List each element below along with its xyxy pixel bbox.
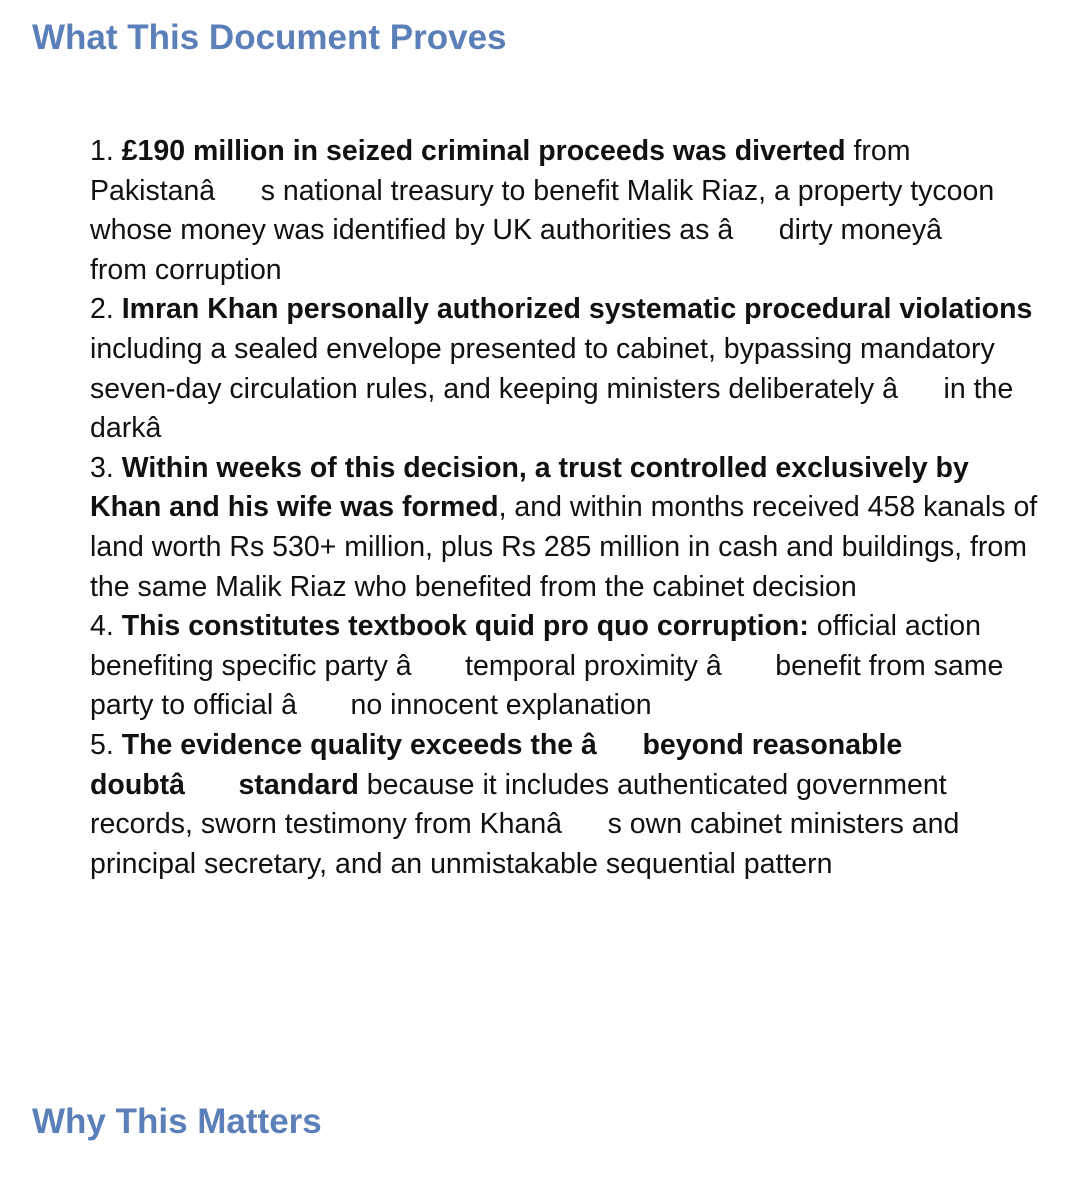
item-text: because it includes authenticated government records, sworn testimony from Khanâs own cabinet ministers and principal secretary, and an unmistakable sequential pattern xyxy=(90,768,960,880)
item-bold-text: £190 million in seized criminal proceeds was diverted xyxy=(121,135,846,167)
list-item xyxy=(90,132,1040,290)
item-text: from Pakistanâs national treasury to benefit Malik Riaz, a property tycoon whose money was identified by UK authorities as âdirty moneyâ from corruption xyxy=(90,135,995,286)
section-heading-what-this-document-proves: What This Document Proves xyxy=(32,18,507,57)
section-heading-why-this-matters: Why This Matters xyxy=(32,1102,322,1141)
item-number: 5. xyxy=(90,728,122,761)
item-bold-text: This constitutes textbook quid pro quo corruption: xyxy=(121,610,809,643)
item-text: including a sealed envelope presented to cabinet, bypassing mandatory seven-day circulation rules, and keeping ministers deliberately âin the darkâ xyxy=(90,332,1014,445)
list-item xyxy=(90,726,1040,884)
list-item xyxy=(90,449,1040,607)
item-number: 4. xyxy=(90,610,122,643)
list-item xyxy=(90,290,1040,448)
item-number: 3. xyxy=(90,451,122,484)
item-text: , and within months received 458 kanals of land worth Rs 530+ million, plus Rs 285 million in cash and buildings, from the same Malik Riaz who benefited from the cabinet decision xyxy=(90,491,1038,603)
item-number: 1. xyxy=(90,135,122,167)
item-bold-text: Within weeks of this decision, a trust controlled exclusively by Khan and his wife was formed xyxy=(90,451,969,524)
item-bold-text: Imran Khan personally authorized systematic procedural violations xyxy=(121,293,1033,326)
item-bold-text: The evidence quality exceeds the âbeyond reasonable doubtâ standard xyxy=(90,728,903,801)
item-number: 2. xyxy=(90,293,122,326)
proof-list xyxy=(90,132,1040,884)
list-item xyxy=(90,607,1040,726)
item-text: official action benefiting specific party â temporal proximity â benefit from same party to official â no innocent explanation xyxy=(90,610,1004,722)
